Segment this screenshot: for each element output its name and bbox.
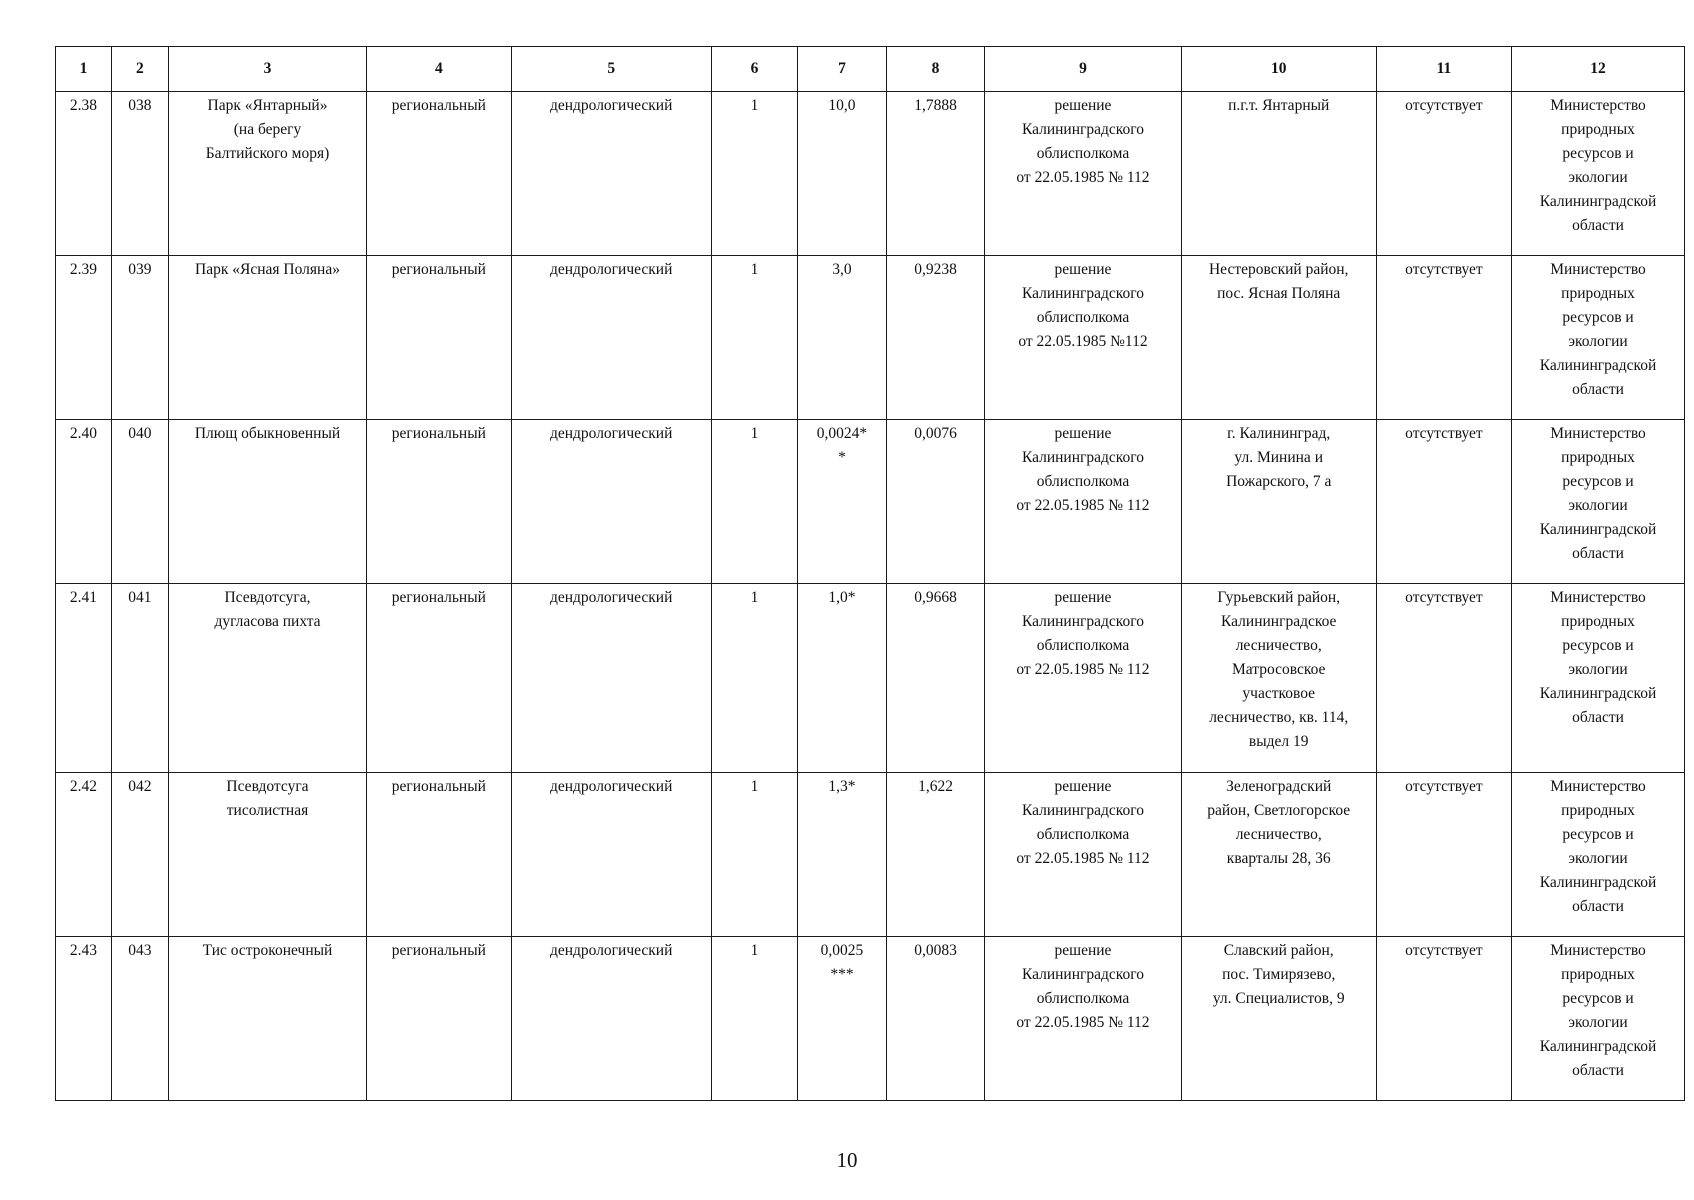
location-cell: г. Калининград, ул. Минина и Пожарского, 7 а <box>1181 420 1376 584</box>
authority-cell: Министерство природных ресурсов и экологии Калининградской области <box>1512 92 1685 256</box>
count-cell: 1 <box>711 584 797 773</box>
significance-cell: региональный <box>367 256 511 420</box>
authority-cell: Министерство природных ресурсов и экологии Калининградской области <box>1512 584 1685 773</box>
profile-cell: дендрологический <box>511 937 711 1101</box>
table-row <box>56 773 1685 937</box>
authority-cell: Министерство природных ресурсов и экологии Калининградской области <box>1512 773 1685 937</box>
buffer-zone-cell: отсутствует <box>1376 584 1511 773</box>
name-cell: Тис остроконечный <box>168 937 366 1101</box>
buffer-zone-cell: отсутствует <box>1376 256 1511 420</box>
location-cell: Гурьевский район, Калининградское лесничество, Матросовское участковое лесничество, кв. 114, выдел 19 <box>1181 584 1376 773</box>
code-cell: 043 <box>111 937 168 1101</box>
column-header: 7 <box>798 47 886 92</box>
row-number-cell: 2.43 <box>56 937 112 1101</box>
location-cell: Славский район, пос. Тимирязево, ул. Специалистов, 9 <box>1181 937 1376 1101</box>
row-number-cell: 2.40 <box>56 420 112 584</box>
table-row <box>56 92 1685 256</box>
significance-cell: региональный <box>367 92 511 256</box>
name-cell: Псевдотсуга, дугласова пихта <box>168 584 366 773</box>
code-cell: 038 <box>111 92 168 256</box>
column-header: 11 <box>1376 47 1511 92</box>
profile-cell: дендрологический <box>511 773 711 937</box>
code-cell: 042 <box>111 773 168 937</box>
significance-cell: региональный <box>367 773 511 937</box>
column-header: 2 <box>111 47 168 92</box>
column-header: 10 <box>1181 47 1376 92</box>
decision-cell: решение Калининградского облисполкома от 22.05.1985 № 112 <box>985 92 1181 256</box>
decision-cell: решение Калининградского облисполкома от 22.05.1985 № 112 <box>985 773 1181 937</box>
column-header: 8 <box>886 47 985 92</box>
authority-cell: Министерство природных ресурсов и экологии Калининградской области <box>1512 256 1685 420</box>
name-cell: Парк «Янтарный» (на берегу Балтийского моря) <box>168 92 366 256</box>
decision-cell: решение Калининградского облисполкома от 22.05.1985 № 112 <box>985 420 1181 584</box>
buffer-zone-cell: отсутствует <box>1376 92 1511 256</box>
column-header: 1 <box>56 47 112 92</box>
name-cell: Парк «Ясная Поляна» <box>168 256 366 420</box>
code-cell: 041 <box>111 584 168 773</box>
buffer-zone-cell: отсутствует <box>1376 773 1511 937</box>
decision-cell: решение Калининградского облисполкома от 22.05.1985 № 112 <box>985 584 1181 773</box>
significance-cell: региональный <box>367 420 511 584</box>
column-header: 4 <box>367 47 511 92</box>
authority-cell: Министерство природных ресурсов и экологии Калининградской области <box>1512 937 1685 1101</box>
code-cell: 040 <box>111 420 168 584</box>
area-measured-cell: 1,7888 <box>886 92 985 256</box>
table-row <box>56 937 1685 1101</box>
table-row <box>56 420 1685 584</box>
count-cell: 1 <box>711 256 797 420</box>
profile-cell: дендрологический <box>511 256 711 420</box>
row-number-cell: 2.38 <box>56 92 112 256</box>
area-cell: 3,0 <box>798 256 886 420</box>
name-cell: Псевдотсуга тисолистная <box>168 773 366 937</box>
profile-cell: дендрологический <box>511 420 711 584</box>
area-cell: 0,0025 *** <box>798 937 886 1101</box>
page-number: 10 <box>836 1148 858 1172</box>
count-cell: 1 <box>711 420 797 584</box>
name-cell: Плющ обыкновенный <box>168 420 366 584</box>
row-number-cell: 2.41 <box>56 584 112 773</box>
header-row <box>56 47 1685 92</box>
count-cell: 1 <box>711 773 797 937</box>
significance-cell: региональный <box>367 584 511 773</box>
area-measured-cell: 1,622 <box>886 773 985 937</box>
row-number-cell: 2.39 <box>56 256 112 420</box>
column-header: 6 <box>711 47 797 92</box>
area-measured-cell: 0,9238 <box>886 256 985 420</box>
profile-cell: дендрологический <box>511 92 711 256</box>
protected-areas-table <box>55 46 1685 1101</box>
document-sheet <box>55 46 1685 1101</box>
count-cell: 1 <box>711 92 797 256</box>
decision-cell: решение Калининградского облисполкома от 22.05.1985 №112 <box>985 256 1181 420</box>
count-cell: 1 <box>711 937 797 1101</box>
area-cell: 10,0 <box>798 92 886 256</box>
location-cell: п.г.т. Янтарный <box>1181 92 1376 256</box>
profile-cell: дендрологический <box>511 584 711 773</box>
buffer-zone-cell: отсутствует <box>1376 937 1511 1101</box>
area-cell: 1,0* <box>798 584 886 773</box>
column-header: 9 <box>985 47 1181 92</box>
row-number-cell: 2.42 <box>56 773 112 937</box>
table-row <box>56 584 1685 773</box>
area-measured-cell: 0,9668 <box>886 584 985 773</box>
decision-cell: решение Калининградского облисполкома от 22.05.1985 № 112 <box>985 937 1181 1101</box>
area-cell: 1,3* <box>798 773 886 937</box>
area-measured-cell: 0,0076 <box>886 420 985 584</box>
location-cell: Нестеровский район, пос. Ясная Поляна <box>1181 256 1376 420</box>
column-header: 3 <box>168 47 366 92</box>
area-cell: 0,0024* * <box>798 420 886 584</box>
buffer-zone-cell: отсутствует <box>1376 420 1511 584</box>
code-cell: 039 <box>111 256 168 420</box>
table-row <box>56 256 1685 420</box>
column-header: 12 <box>1512 47 1685 92</box>
significance-cell: региональный <box>367 937 511 1101</box>
column-header: 5 <box>511 47 711 92</box>
location-cell: Зеленоградский район, Светлогорское лесничество, кварталы 28, 36 <box>1181 773 1376 937</box>
area-measured-cell: 0,0083 <box>886 937 985 1101</box>
authority-cell: Министерство природных ресурсов и экологии Калининградской области <box>1512 420 1685 584</box>
